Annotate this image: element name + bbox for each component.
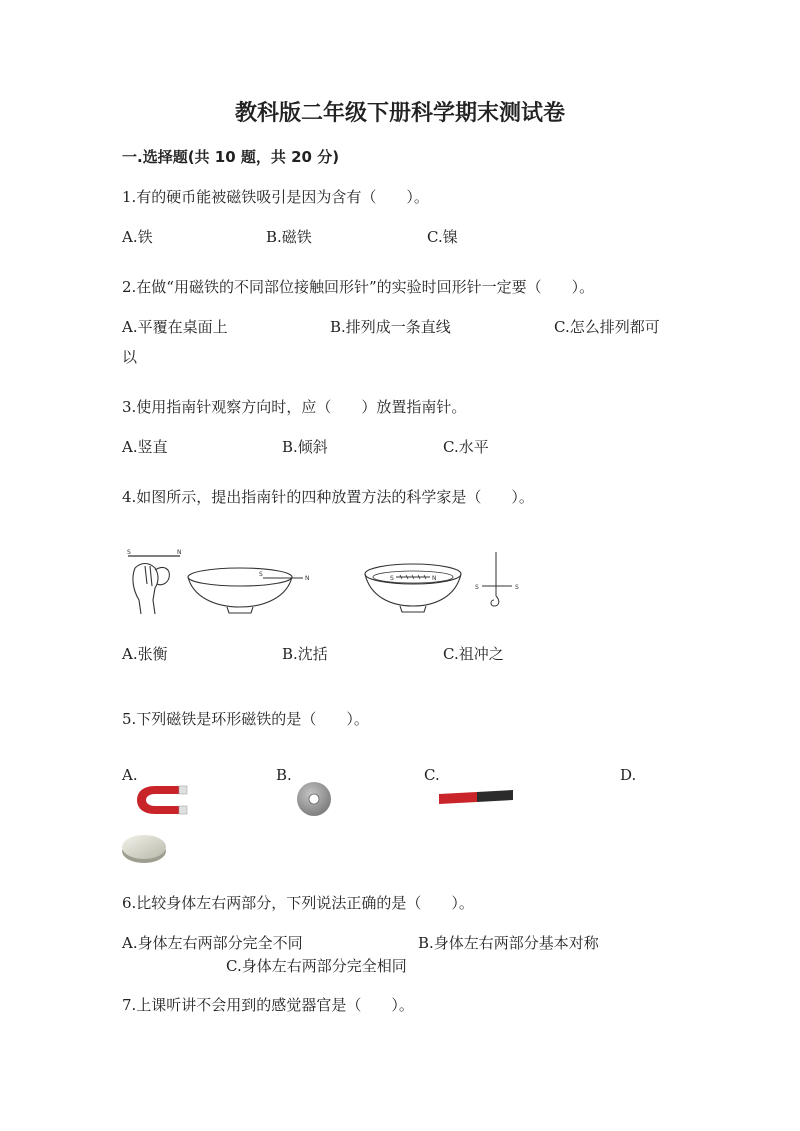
svg-text:S: S — [390, 575, 394, 582]
question-6-option-c: C.身体左右两部分完全相同 — [226, 957, 407, 975]
bar-magnet-image — [437, 788, 517, 808]
question-4-option-c: C.祖冲之 — [443, 645, 504, 663]
question-5-option-b: B. — [276, 766, 292, 784]
question-4-stem: 4.如图所示，提出指南针的四种放置方法的科学家是（ ）。 — [122, 488, 534, 506]
question-1-option-c: C.镍 — [427, 228, 458, 246]
question-2-option-c: C.怎么排列都可 — [554, 318, 660, 336]
svg-text:N: N — [305, 575, 310, 582]
ring-magnet-image — [293, 778, 335, 820]
compass-bowl-rim-figure — [185, 565, 315, 615]
svg-text:N: N — [432, 575, 437, 582]
disc-magnet-image — [118, 830, 170, 866]
question-7-stem: 7.上课听讲不会用到的感觉器官是（ ）。 — [122, 996, 414, 1014]
question-1-option-a: A.铁 — [122, 228, 153, 246]
u-magnet-image — [133, 780, 193, 820]
question-2-option-a: A.平覆在桌面上 — [122, 318, 228, 336]
svg-text:S: S — [515, 584, 519, 591]
question-3-option-a: A.竖直 — [122, 438, 168, 456]
question-3-option-b: B.倾斜 — [282, 438, 328, 456]
question-2-option-b: B.排列成一条直线 — [330, 318, 451, 336]
question-4-option-b: B.沈括 — [282, 645, 328, 663]
question-6-option-b: B.身体左右两部分基本对称 — [418, 934, 599, 952]
question-2-stem: 2.在做“用磁铁的不同部位接触回形针”的实验时回形针一定要（ ）。 — [122, 278, 595, 296]
question-1-stem: 1.有的硬币能被磁铁吸引是因为含有（ ）。 — [122, 188, 429, 206]
svg-text:S: S — [475, 584, 479, 591]
question-3-stem: 3.使用指南针观察方向时，应（ ）放置指南针。 — [122, 398, 467, 416]
question-5-option-a: A. — [122, 766, 138, 784]
svg-text:S: S — [259, 571, 263, 578]
section-heading: 一.选择题(共 10 题，共 20 分) — [122, 148, 340, 166]
svg-text:N: N — [177, 549, 182, 556]
question-6-option-a: A.身体左右两部分完全不同 — [122, 934, 303, 952]
question-5-option-d: D. — [620, 766, 637, 784]
question-4-option-a: A.张衡 — [122, 645, 168, 663]
compass-suspended-figure — [472, 550, 528, 610]
question-3-option-c: C.水平 — [443, 438, 489, 456]
compass-water-bowl-figure — [362, 560, 466, 615]
question-5-stem: 5.下列磁铁是环形磁铁的是（ ）。 — [122, 710, 369, 728]
question-2-option-c-wrap: 以 — [122, 348, 138, 366]
compass-hand-figure — [125, 548, 185, 618]
question-1-option-b: B.磁铁 — [266, 228, 312, 246]
page-title: 教科版二年级下册科学期末测试卷 — [234, 101, 565, 126]
question-6-stem: 6.比较身体左右两部分，下列说法正确的是（ ）。 — [122, 894, 474, 912]
question-5-option-c: C. — [424, 766, 440, 784]
svg-text:S: S — [127, 549, 131, 556]
